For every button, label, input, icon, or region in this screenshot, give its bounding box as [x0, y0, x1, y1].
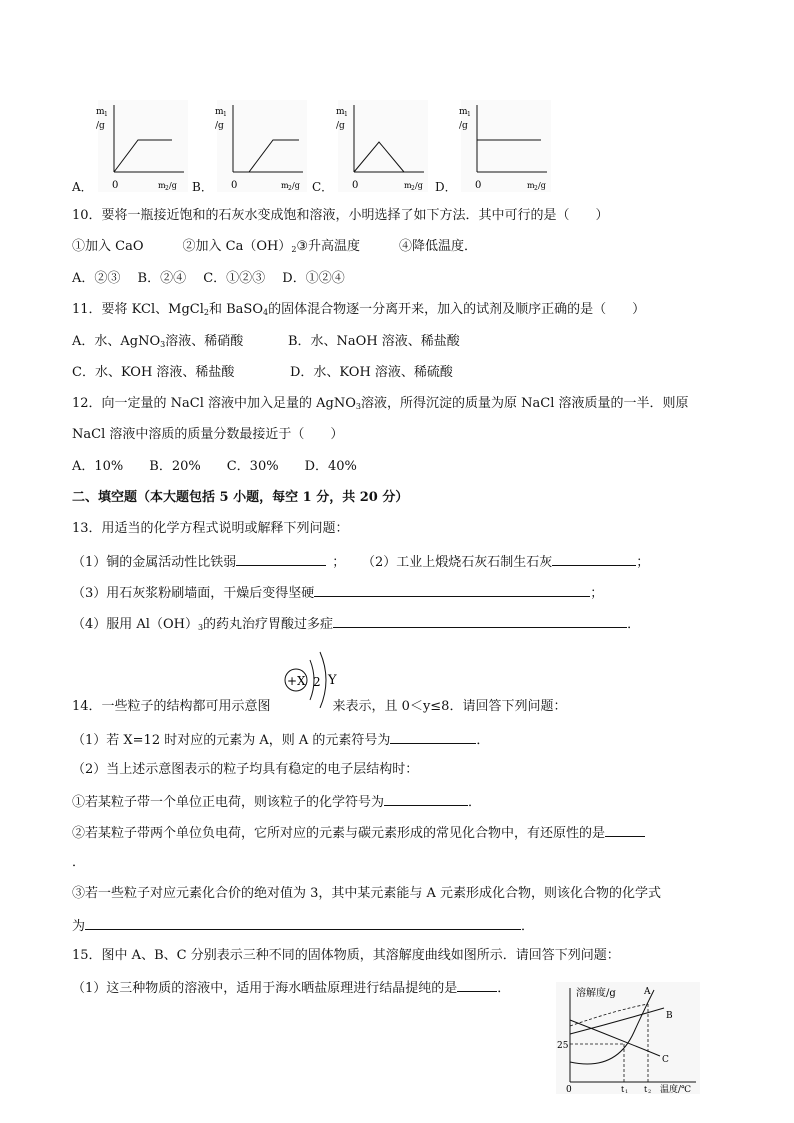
- q13-part1-blank[interactable]: [236, 552, 326, 566]
- q15-part1-blank[interactable]: [457, 978, 497, 992]
- q13-part2-text: （2）工业上煅烧石灰石制生石灰: [362, 555, 553, 570]
- graph-c-origin: 0: [352, 180, 359, 191]
- graph-c: [332, 100, 432, 195]
- q13-stem: 13．用适当的化学方程式说明或解释下列问题：: [72, 521, 349, 536]
- q15-part1-end: ．: [497, 981, 511, 996]
- q14-part1: [72, 730, 489, 750]
- q13-part3: [72, 583, 603, 603]
- curve-b-label: B: [666, 1011, 673, 1021]
- q12-line2: NaCl 溶液中溶质的质量分数最接近于（ ）: [72, 427, 344, 442]
- q11-option-a-a: A．水、AgNO: [72, 334, 161, 349]
- graph-a-ylabel-unit: /g: [96, 121, 105, 131]
- curve-a-label: A: [644, 987, 651, 997]
- q13-part2: [362, 552, 649, 572]
- graph-a-xlabel-unit: /g: [169, 181, 177, 190]
- q14-stem-b: 来表示，且 0＜y≤8．请回答下列问题：: [332, 699, 567, 714]
- q14-sub3: ③若一些粒子对应元素化合价的绝对值为 3，其中某元素能与 A 元素形成化合物，则该化合物的化学式: [72, 886, 662, 901]
- q15-part1: [72, 978, 510, 998]
- q10-stem: 10．要将一瓶接近饱和的石灰水变成饱和溶液，小明选择了如下方法．其中可行的是（ ）: [72, 208, 609, 223]
- curve-c-label: C: [662, 1055, 669, 1065]
- graph-b-origin: 0: [231, 180, 238, 191]
- q11-option-a-b: 溶液、稀硝酸: [165, 334, 244, 349]
- graph-a-ylabel-sub: 1: [104, 111, 108, 118]
- graph-d-ylabel-sub: 1: [467, 111, 471, 118]
- q13-part2-end: ；: [636, 555, 650, 570]
- graph-d-xlabel: m: [527, 181, 535, 190]
- q13-part1: [72, 552, 345, 572]
- graph-d-xlabel-unit: /g: [538, 181, 546, 190]
- q11-stem-a: 11．要将 KCl、MgCl: [72, 302, 204, 317]
- q11-stem: [72, 301, 645, 322]
- graph-d-ylabel: m: [459, 107, 468, 117]
- chart-t1-sub: 1: [625, 1089, 629, 1094]
- option-c-label: C．: [312, 180, 334, 194]
- q14-sub1-end: ．: [468, 795, 482, 810]
- q12-line1-a: 12．向一定量的 NaCl 溶液中加入足量的 AgNO: [72, 396, 356, 411]
- graph-b-xlabel-unit: /g: [292, 181, 300, 190]
- q11-stem-c: 的固体混合物逐一分离开来，加入的试剂及顺序正确的是（ ）: [268, 302, 646, 317]
- q13-part4-a: （4）服用 Al（OH）: [72, 617, 198, 632]
- graph-b-ylabel: m: [215, 107, 224, 117]
- q14-sub2: [72, 823, 645, 843]
- chart-t2-sub: 2: [648, 1089, 652, 1094]
- q12-options: A．10% B．20% C．30% D．40%: [72, 459, 357, 474]
- option-a-label: A．: [72, 180, 93, 194]
- chart-ylabel: 溶解度/g: [576, 988, 616, 999]
- graph-c-xlabel-unit: /g: [415, 181, 423, 190]
- q14-sub2-blank[interactable]: [605, 823, 645, 837]
- q14-sub2-end: ．: [72, 855, 86, 870]
- q13-part3-end: ；: [590, 586, 604, 601]
- q12-line1: [72, 395, 689, 416]
- q14-sub3-blank[interactable]: [85, 916, 521, 930]
- q12-line1-sub: 3: [355, 402, 362, 411]
- q10-methods-b: ③升高温度 ④降低温度．: [296, 239, 478, 254]
- graph-d-xlabel-sub: 2: [534, 185, 538, 192]
- graph-c-ylabel-unit: /g: [336, 121, 345, 131]
- graph-a-ylabel: m: [96, 107, 105, 117]
- q14-sub1: [72, 792, 481, 812]
- q14-sub3-end: ．: [521, 919, 535, 934]
- atom-shell-1: 2: [313, 675, 321, 689]
- q15-stem: 15．图中 A、B、C 分别表示三种不同的固体物质，其溶解度曲线如图所示．请回答下列问题：: [72, 948, 620, 963]
- q14-sub1-blank[interactable]: [384, 792, 468, 806]
- q13-part4-sub: 3: [197, 623, 204, 632]
- graph-a-origin: 0: [112, 180, 119, 191]
- q11-option-a-sub: 3: [160, 340, 166, 349]
- q14-sub3-b: 为: [72, 919, 86, 934]
- q11-option-b: B．水、NaOH 溶液、稀盐酸: [288, 334, 460, 349]
- graph-b-ylabel-unit: /g: [215, 121, 224, 131]
- q10-options: A．②③ B．②④ C．①②③ D．①②④: [72, 271, 345, 286]
- q14-part1-blank[interactable]: [390, 730, 476, 744]
- q13-part2-blank[interactable]: [552, 552, 636, 566]
- atom-shell-2: Y: [328, 673, 337, 688]
- graph-options-row: [70, 100, 560, 195]
- graph-a-xlabel: m: [158, 181, 166, 190]
- graph-b-ylabel-sub: 1: [223, 111, 227, 118]
- q12-line1-b: 溶液，所得沉淀的质量为原 NaCl 溶液质量的一半．则原: [361, 396, 689, 411]
- q14-sub3-line2: [72, 916, 534, 936]
- q13-part3-blank[interactable]: [314, 583, 590, 597]
- q11-stem-sub2: 4: [262, 308, 269, 317]
- chart-t1: t: [621, 1085, 625, 1094]
- q11-stem-sub1: 2: [203, 308, 209, 317]
- graph-c-ylabel-sub: 1: [344, 111, 348, 118]
- graph-b-xlabel-sub: 2: [288, 185, 292, 192]
- q13-part1-text: （1）铜的金属活动性比铁弱: [72, 555, 237, 570]
- q10-methods: [72, 238, 477, 259]
- graph-d-origin: 0: [475, 180, 482, 191]
- q13-part4: [72, 614, 640, 637]
- q14-part2: （2）当上述示意图表示的粒子均具有稳定的电子层结构时：: [72, 762, 419, 777]
- chart-xlabel: 温度/℃: [660, 1085, 692, 1094]
- chart-ytick-25: 25: [557, 1041, 569, 1051]
- q13-part4-end: ．: [627, 617, 641, 632]
- q11-option-c: C．水、KOH 溶液、稀盐酸: [72, 365, 235, 380]
- q14-stem-a: 14．一些粒子的结构都可用示意图: [72, 699, 271, 714]
- q14-sub2-text: ②若某粒子带两个单位负电荷，它所对应的元素与碳元素形成的常见化合物中，有还原性的是: [72, 826, 606, 841]
- q14-sub1-text: ①若某粒子带一个单位正电荷，则该粒子的化学符号为: [72, 795, 385, 810]
- q11-stem-b: 和 BaSO: [208, 302, 263, 317]
- q10-methods-sub: 2: [291, 245, 297, 254]
- q13-part1-end: ；: [332, 555, 346, 570]
- graph-d-ylabel-unit: /g: [459, 121, 468, 131]
- chart-t2: t: [644, 1085, 648, 1094]
- graph-a-xlabel-sub: 2: [165, 185, 169, 192]
- q14-part1-text: （1）若 X=12 时对应的元素为 A，则 A 的元素符号为: [72, 733, 391, 748]
- graph-b: [211, 100, 311, 195]
- q13-part3-text: （3）用石灰浆粉刷墙面，干燥后变得坚硬: [72, 586, 315, 601]
- solubility-curve-chart: [556, 982, 700, 1094]
- q14-part1-end: ．: [476, 733, 490, 748]
- q11-option-a: [72, 333, 243, 354]
- section-2-heading: 二、填空题（本大题包括 5 小题，每空 1 分，共 20 分）: [72, 490, 409, 505]
- atom-nucleus-label: +X: [287, 674, 306, 688]
- graph-c-ylabel: m: [336, 107, 345, 117]
- q14-stem: [72, 698, 566, 716]
- q13-part4-b: 的药丸治疗胃酸过多症: [203, 617, 334, 632]
- option-b-label: B．: [192, 180, 213, 194]
- q15-part1-text: （1）这三种物质的溶液中，适用于海水晒盐原理进行结晶提纯的是: [72, 981, 458, 996]
- graph-b-xlabel: m: [281, 181, 289, 190]
- q13-part4-blank[interactable]: [333, 614, 627, 628]
- q11-option-d: D．水、KOH 溶液、稀硫酸: [290, 365, 453, 380]
- q10-methods-a: ①加入 CaO ②加入 Ca（OH）: [72, 239, 292, 254]
- chart-origin: 0: [566, 1085, 572, 1094]
- graph-d: [455, 100, 555, 195]
- graph-c-xlabel-sub: 2: [411, 185, 415, 192]
- option-d-label: D．: [435, 180, 457, 194]
- graph-a: [92, 100, 192, 195]
- graph-c-xlabel: m: [404, 181, 412, 190]
